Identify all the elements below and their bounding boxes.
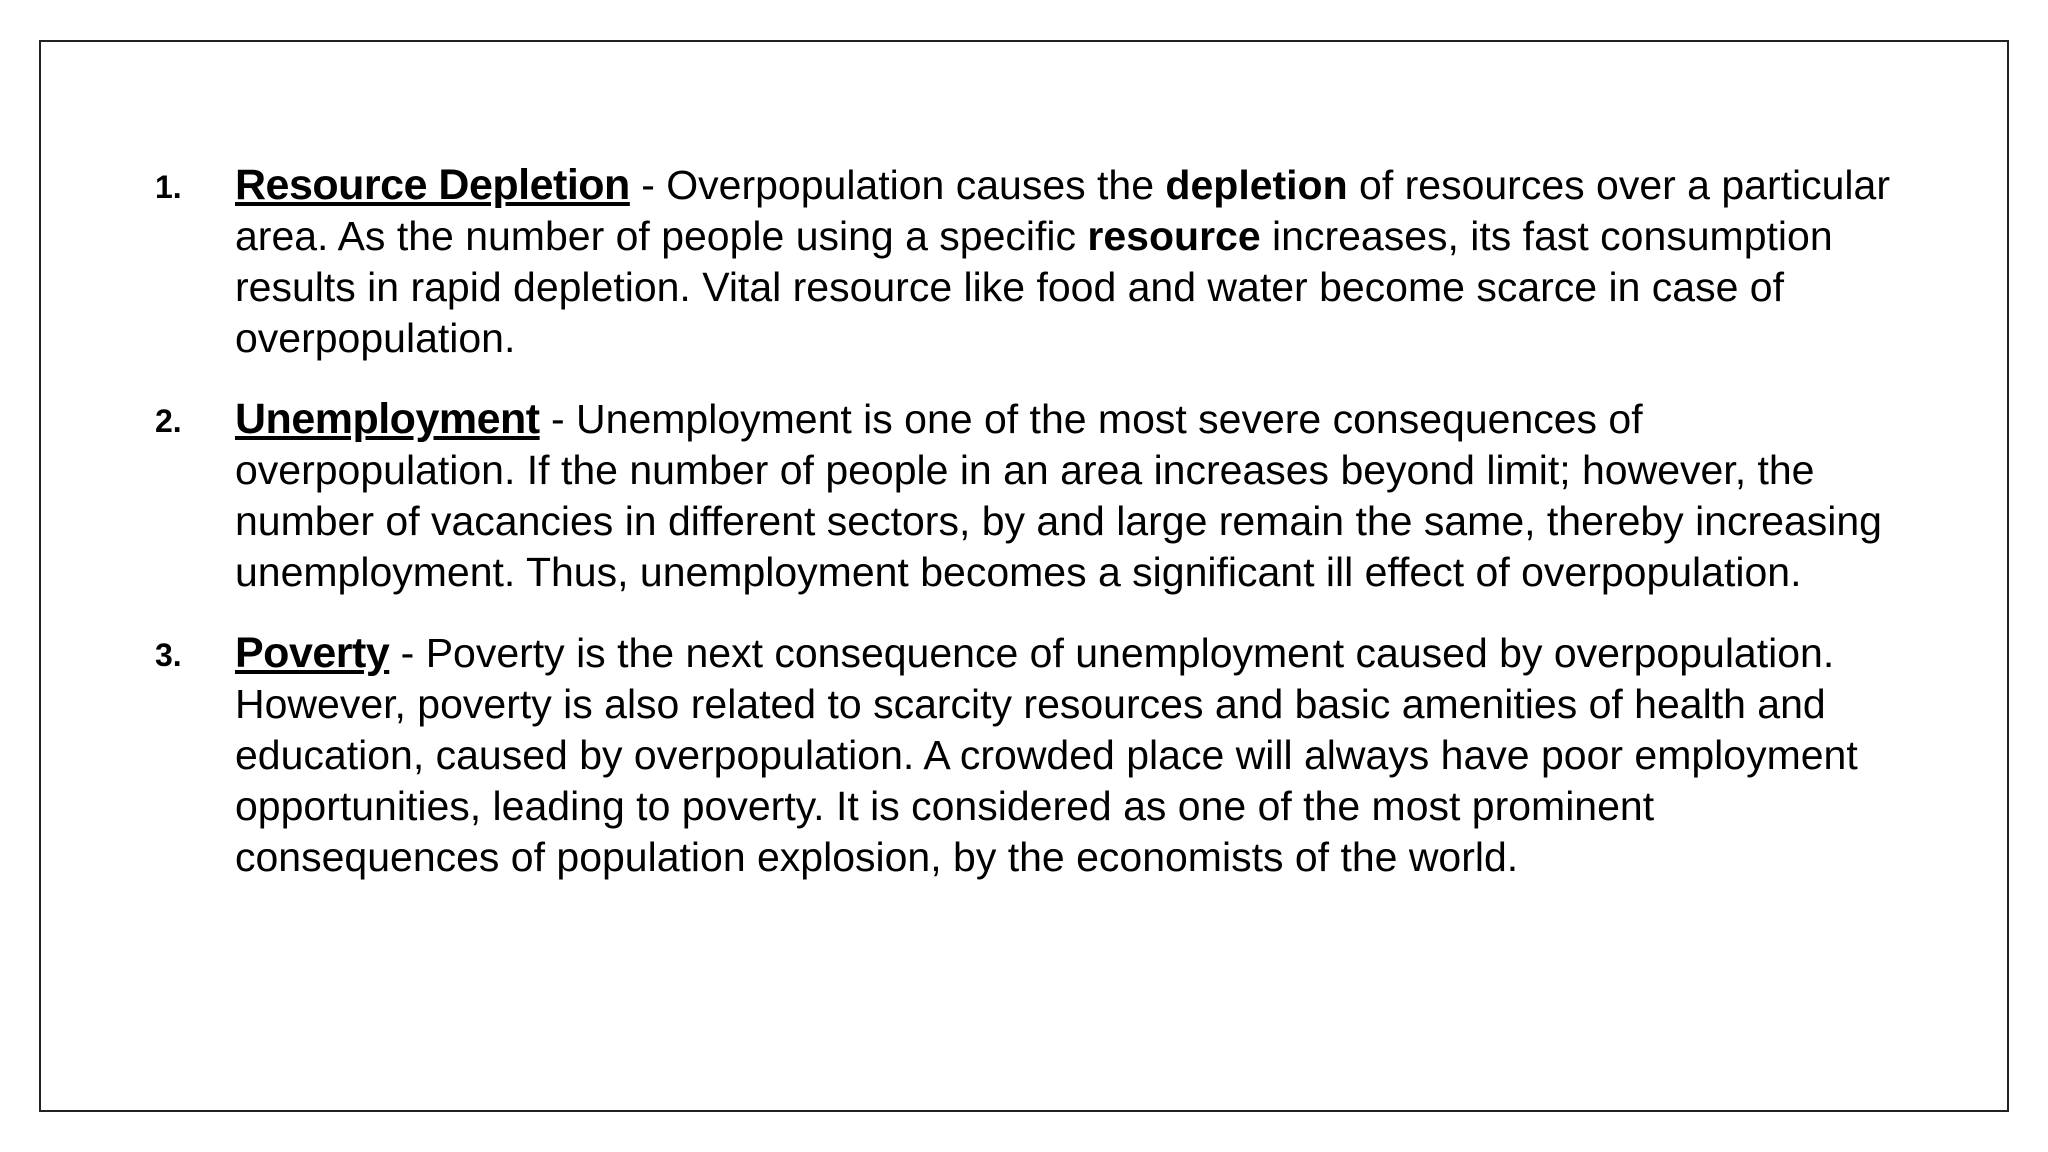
body-text: Poverty is the next consequence of unemployment caused by overpopulation. However, poverty is also related to scarcity resources and basic amenities of health and education, caused by overpopulation. A crowded place will always have poor employment opportunities, leading to poverty. It is considered as one of the most prominent consequences of population explosion, by the economists of the world. bbox=[235, 630, 1858, 880]
consequences-list bbox=[155, 160, 1915, 913]
body-text-bold: resource bbox=[1087, 213, 1261, 259]
list-item-unemployment bbox=[155, 394, 1915, 598]
body-text: Overpopulation causes the bbox=[666, 162, 1166, 208]
body-text: Unemployment is one of the most severe consequences of overpopulation. If the number of people in an area increases beyond limit; however, the number of vacancies in different sectors, by and large remain the same, thereby increasing unemployment. Thus, unemployment becomes a significant ill effect of overpopulation. bbox=[235, 396, 1882, 595]
separator: - bbox=[629, 162, 667, 208]
list-item-poverty bbox=[155, 628, 1915, 883]
list-item-resource-depletion bbox=[155, 160, 1915, 364]
list-number: 1. bbox=[155, 169, 182, 205]
separator: - bbox=[389, 630, 426, 676]
body-text: of resources over a particular area. As the number of people using a specific bbox=[235, 162, 1890, 259]
term-heading: Unemployment bbox=[235, 395, 540, 443]
body-text-bold: depletion bbox=[1165, 162, 1348, 208]
separator: - bbox=[539, 396, 577, 442]
list-number: 3. bbox=[155, 637, 182, 673]
list-number: 2. bbox=[155, 403, 182, 439]
term-heading: Resource Depletion bbox=[235, 161, 630, 209]
body-text: increases, its fast consumption results in rapid depletion. Vital resource like food and water become scarce in case of overpopulation. bbox=[235, 213, 1833, 361]
term-heading: Poverty bbox=[235, 629, 390, 677]
